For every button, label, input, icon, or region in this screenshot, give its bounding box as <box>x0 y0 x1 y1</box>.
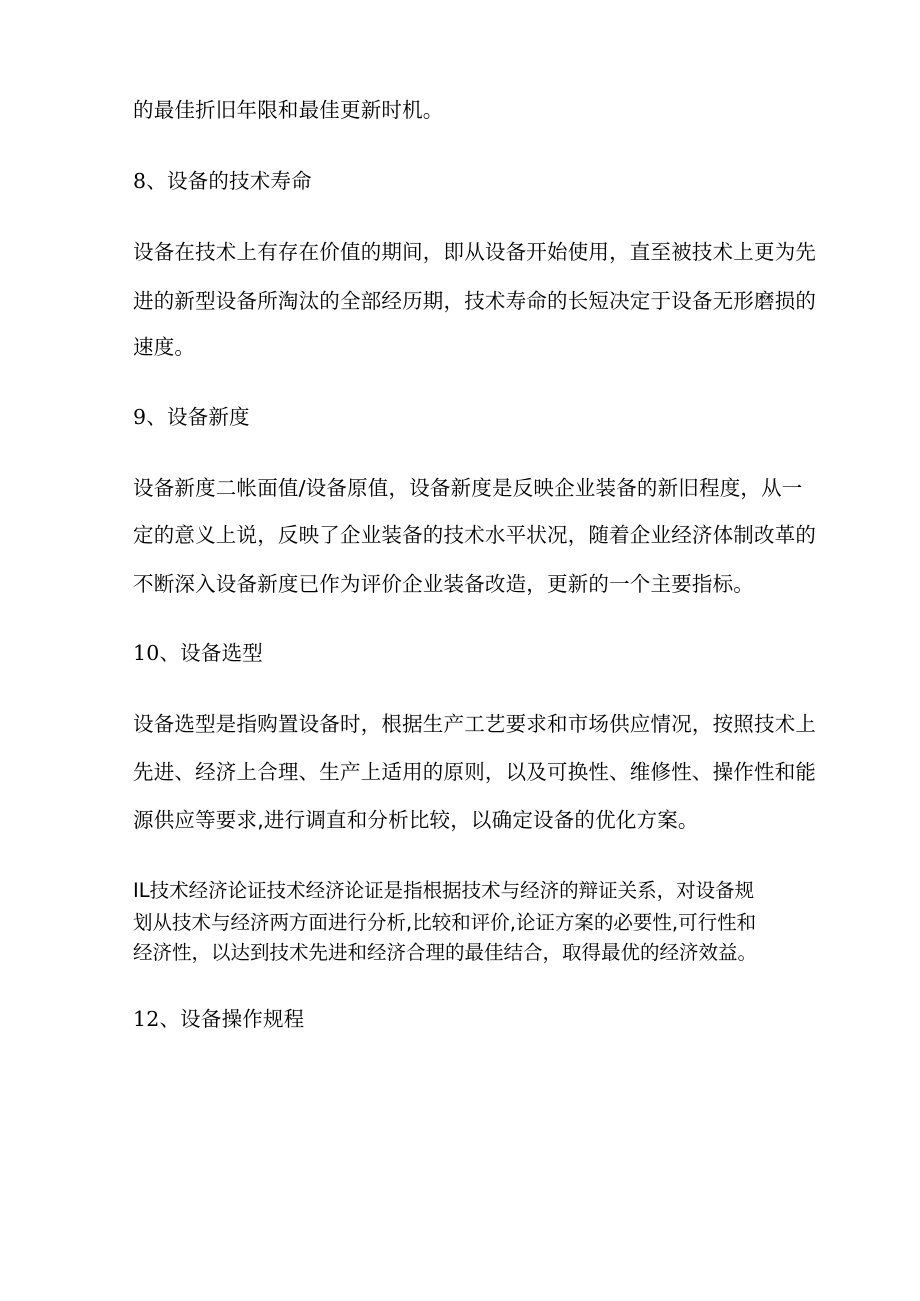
paragraph-line: 设备在技术上有存在价值的期间，即从设备开始使用，直至被技术上更为先 <box>133 240 817 264</box>
paragraph-line: 定的意义上说，反映了企业装备的技术水平状况，随着企业经济体制改革的 <box>133 523 817 547</box>
paragraph-line: 先进、经济上合理、生产上适用的原则，以及可换性、维修性、操作性和能 <box>133 760 817 784</box>
paragraph-line: 速度。 <box>133 335 196 359</box>
section-heading-8: 8、设备的技术寿命 <box>133 169 312 193</box>
paragraph-line: 源供应等要求,进行调直和分析比较，以确定设备的优化方案。 <box>133 808 699 832</box>
section-heading-12: 12、设备操作规程 <box>133 1007 305 1031</box>
paragraph-line: IL技术经济论证技术经济论证是指根据技术与经济的辩证关系，对设备规 <box>133 879 755 902</box>
paragraph-line: 设备选型是指购置设备时，根据生产工艺要求和市场供应情况，按照技术上 <box>133 712 817 736</box>
section-heading-10: 10、设备选型 <box>133 641 263 665</box>
paragraph-line: 划从技术与经济两方面进行分析,比较和评价,论证方案的必要性,可行性和 <box>133 911 757 934</box>
paragraph-line: 经济性，以达到技术先进和经济合理的最佳结合，取得最优的经济效益。 <box>133 941 758 964</box>
paragraph-line: 的最佳折旧年限和最佳更新时机。 <box>133 98 444 122</box>
paragraph-line: 设备新度二帐面值/设备原值，设备新度是反映企业装备的新旧程度，从一 <box>133 476 803 500</box>
paragraph-line: 不断深入设备新度已作为评价企业装备改造，更新的一个主要指标。 <box>133 572 754 596</box>
paragraph-line: 进的新型设备所淘汰的全部经历期，技术寿命的长短决定于设备无形磨损的 <box>133 289 817 313</box>
section-heading-9: 9、设备新度 <box>133 405 250 429</box>
